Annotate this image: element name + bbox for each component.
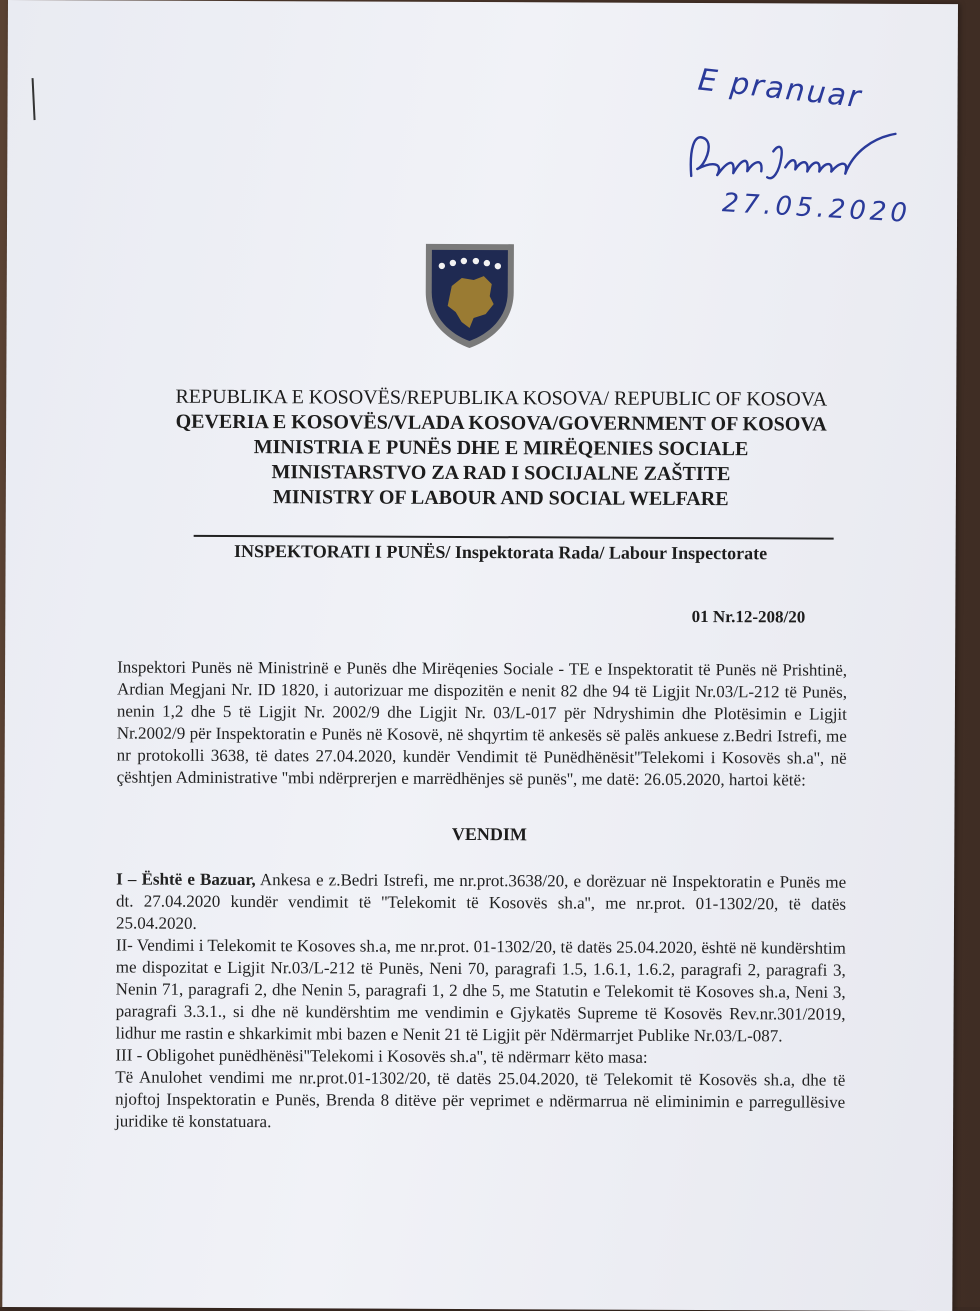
reference-number: 01 Nr.12-208/20: [691, 606, 806, 627]
header-divider: [194, 535, 834, 540]
decision-section: [115, 868, 846, 1135]
decision-point-1: [116, 868, 846, 937]
inspectorate-title: INSPEKTORATI I PUNËS/ Inspektorata Rada/ Labour Inspectorate: [234, 540, 768, 564]
document-header: [6, 384, 957, 513]
intro-paragraph: Inspektori Punës në Ministrinë e Punës dhe Mirëqenies Sociale - TE e Inspektoratit të Punës në Prishtinë, Ardian Megjani Nr. ID 1820, i autorizuar me dispozitën e nenit 82 dhe 94 të Ligjit Nr.03/L-212 të Punës, nenin 1,2 dhe 5 të Ligjit Nr. 2002/9 dhe Ligjit Nr. 03/L-017 për Ndryshimin dhe Plotësimin e Ligjit Nr.2002/9 për Inspektoratin e Punës në Kosovë, në shqyrtim të ankesës së palës ankuese z.Bedri Istrefi, me nr protokolli 3638, të dates 27.04.2020, kundër Vendimit të Punëdhënësit''Telekomi i Kosovës sh.a'', në çështjen Administrative ''mbi ndërprerjen e marrëdhënjes së punës'', me datë: 26.05.2020, hartoi këtë:: [116, 657, 848, 790]
handwritten-signature: [683, 121, 903, 197]
decision-point-2: II- Vendimi i Telekomit te Kosoves sh.a, me nr.prot. 01-1302/20, të datës 25.04.2020, është në kundërshtim me dispozitat e Ligjit Nr.03/L-212 të Punës, Neni 70, paragrafi 1.5, 1.6.1, 1.6.2, paragrafi 2, paragrafi 3, Nenin 71, paragrafi 2, dhe Nenin 5, paragrafi 1, 2 dhe 5, me Statutin e Telekomit të Kosoves sh.a, Neni 3, paragrafi 3.3.1., si dhe në kundërshtim me vendimin e Gjykatës Supreme të Kosovës Rev.nr.301/2019, lidhur me rastin e shkarkimit mbi bazen e Nenit 21 të Ligjit për Ndërmarrjet Publike Nr.03/L-087.: [115, 935, 846, 1046]
header-government: QEVERIA E KOSOVËS/VLADA KOSOVA/GOVERNMENT OF KOSOVA: [175, 410, 827, 436]
header-ministry-sq: MINISTRIA E PUNËS DHE E MIRËQENIES SOCIALE: [253, 436, 749, 461]
handwritten-date: 27.05.2020: [721, 188, 912, 229]
vendim-title: VENDIM: [451, 823, 527, 845]
handwritten-accepted: E pranuar: [696, 62, 865, 116]
header-ministry-sr: MINISTARSTVO ZA RAD I SOCIJALNE ZAŠTITE: [271, 461, 731, 486]
decision-point-3: III - Obligohet punëdhënësi''Telekomi i Kosovës sh.a'', të ndërmarr këto masa:: [115, 1045, 648, 1067]
header-republic: REPUBLIKA E KOSOVËS/REPUBLIKA KOSOVA/ REPUBLIC OF KOSOVA: [175, 385, 828, 411]
header-ministry-en: MINISTRY OF LABOUR AND SOCIAL WELFARE: [273, 486, 729, 511]
decision-measure: Të Anulohet vendimi me nr.prot.01-1302/20, të datës 25.04.2020, të Telekomit të Kosovës sh.a, dhe të njoftoj Inspektoratin e Punës, Brenda 8 ditëve për veprimet e ndërmarrua në eliminimin e parregullësive juridike të konstatuara.: [115, 1067, 846, 1132]
document-page: [2, 0, 958, 1311]
decision-point-1-lead: I – Është e Bazuar,: [116, 869, 256, 890]
margin-mark: [32, 78, 36, 120]
kosovo-emblem: [421, 240, 517, 352]
decision-point-1-text: Ankesa e z.Bedri Istrefi, me nr.prot.3638/20, e dorëzuar në Inspektoratin e Punës me dt. 27.04.2020 kundër vendimit të ''Telekomit të Kosovës sh.a'', me nr.prot. 01-1302/20, të datës 25.04.2020.: [115, 870, 847, 933]
